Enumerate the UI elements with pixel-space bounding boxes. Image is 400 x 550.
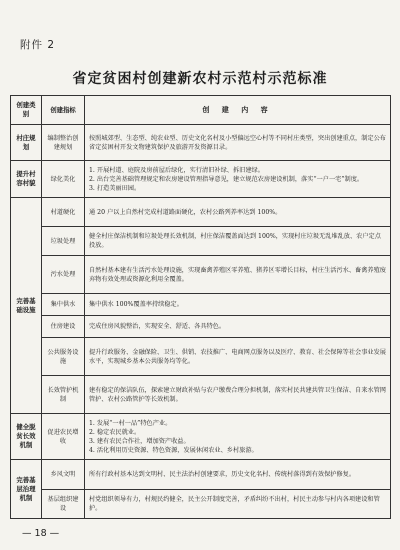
category-cell: 完善基础设施 bbox=[11, 198, 42, 414]
header-indicator: 创建指标 bbox=[42, 96, 85, 125]
content-line: 1. 发展“一村一品”特色产业。 bbox=[89, 419, 172, 427]
content-cell bbox=[85, 161, 391, 198]
content-cell bbox=[85, 490, 391, 519]
document-title: 省定贫困村创建新农村示范村示范标准 bbox=[72, 71, 328, 87]
table-row bbox=[11, 198, 391, 227]
indicator-cell: 村道硬化 bbox=[42, 198, 85, 227]
category-cell: 提升村容村貌 bbox=[11, 161, 42, 198]
table-row bbox=[11, 125, 391, 161]
indicator-cell: 绿化美化 bbox=[42, 161, 85, 198]
indicator-cell: 住房建设 bbox=[42, 316, 85, 338]
table-row bbox=[11, 316, 391, 338]
content-cell bbox=[85, 256, 391, 294]
indicator-cell: 公共服务设施 bbox=[42, 338, 85, 376]
table-row bbox=[11, 161, 391, 198]
content-line: 所有行政村基本达到文明村、民主法治村创建要求，历史文化名村、传统村落得到有效保护修复。 bbox=[89, 471, 356, 478]
content-cell bbox=[85, 294, 391, 316]
table-row bbox=[11, 338, 391, 376]
annex-label: 附件 2 bbox=[20, 39, 56, 51]
table-row bbox=[11, 294, 391, 316]
table-row bbox=[11, 376, 391, 414]
category-cell: 村庄规划 bbox=[11, 125, 42, 161]
content-cell bbox=[85, 376, 391, 414]
content-line: 通 20 户以上自然村完成村道路面硬化，农村公路列养率达到 100%。 bbox=[89, 208, 282, 216]
content-line: 完成住房风貌整治，实现安全、舒适、各具特色。 bbox=[89, 323, 226, 330]
content-line: 4. 活化利用历史资源、特色资源，发展休闲农业、乡村旅游。 bbox=[89, 446, 258, 454]
content-line: 3. 建有农民合作社，增加资产收益。 bbox=[89, 437, 190, 445]
content-line: 按照城郊型、生态型、纯农业型、历史文化名村及小型偏远空心村等不同村庄类型，突出创建重点，制定公布省定贫困村开发文物建筑保护及旅游开发资源目录。 bbox=[89, 134, 386, 151]
content-line: 建有稳定的保洁队伍，探索建立财政补贴与农户缴费合理分担机制，落实村民共建共管卫生保洁、自来水管网管护、农村公路管护等长效机制。 bbox=[89, 386, 386, 403]
content-line: 3. 打造美丽田园。 bbox=[89, 184, 141, 192]
indicator-cell: 基层组织建设 bbox=[42, 490, 85, 519]
content-cell bbox=[85, 414, 391, 460]
content-line: 集中供水 100%覆盖率持续稳定。 bbox=[89, 301, 183, 308]
content-line: 提升行政服务、金融保险、卫生、供销、农技推广、电商网点服务以及医疗、教育、社会保障等社会事业发展水平，实现城乡基本公共服务均等化。 bbox=[89, 348, 386, 365]
table-row bbox=[11, 460, 391, 490]
header-content: 创 建 内 容 bbox=[85, 96, 391, 125]
content-line: 健全村庄保洁机制和垃圾处理长效机制，村庄保洁覆盖面达到 100%，实现村庄垃圾无乱堆乱放、农户定点投放。 bbox=[89, 233, 381, 249]
indicator-cell: 垃圾处理 bbox=[42, 227, 85, 256]
content-line: 2. 稳定农民就业。 bbox=[89, 428, 141, 436]
content-cell bbox=[85, 316, 391, 338]
content-line: 自然村基本建有生活污水处理设施，实现畜禽养殖区零养殖、猪养区零增长目标，村庄生活污水、畜禽养殖废弃物有效处理或资源化利用全覆盖。 bbox=[89, 266, 386, 283]
indicator-cell: 污水处理 bbox=[42, 256, 85, 294]
content-cell bbox=[85, 227, 391, 256]
category-cell: 健全脱贫长效机制 bbox=[11, 414, 42, 460]
table-header-row bbox=[11, 96, 391, 125]
table-row bbox=[11, 490, 391, 519]
header-category: 创建类别 bbox=[11, 96, 42, 125]
indicator-cell: 集中供水 bbox=[42, 294, 85, 316]
content-line: 2. 出台完善基础管理规定和农房建设管理指导意见，建立规范农房建设机制，落实“一户一宅”制度。 bbox=[89, 175, 364, 183]
page-number: — 18 — bbox=[22, 528, 60, 539]
content-cell bbox=[85, 460, 391, 490]
standards-table bbox=[10, 95, 391, 519]
indicator-cell: 促进农民增收 bbox=[42, 414, 85, 460]
content-cell bbox=[85, 338, 391, 376]
table-row bbox=[11, 414, 391, 460]
category-cell: 完善基层治理机制 bbox=[11, 460, 42, 519]
table-row bbox=[11, 256, 391, 294]
indicator-cell: 长效管护机制 bbox=[42, 376, 85, 414]
content-cell bbox=[85, 198, 391, 227]
content-cell bbox=[85, 125, 391, 161]
content-line: 村党组织领导有力，村规民约健全，民主公开制度完善，矛盾纠纷不出村，村民主动参与村内各项建设和管护。 bbox=[89, 496, 380, 512]
indicator-cell: 乡风文明 bbox=[42, 460, 85, 490]
content-line: 1. 开展村道、庭院及房前屋后绿化，实行清旧补绿、拆旧建绿。 bbox=[89, 166, 264, 174]
indicator-cell: 编制整治创建规划 bbox=[42, 125, 85, 161]
table-row bbox=[11, 227, 391, 256]
